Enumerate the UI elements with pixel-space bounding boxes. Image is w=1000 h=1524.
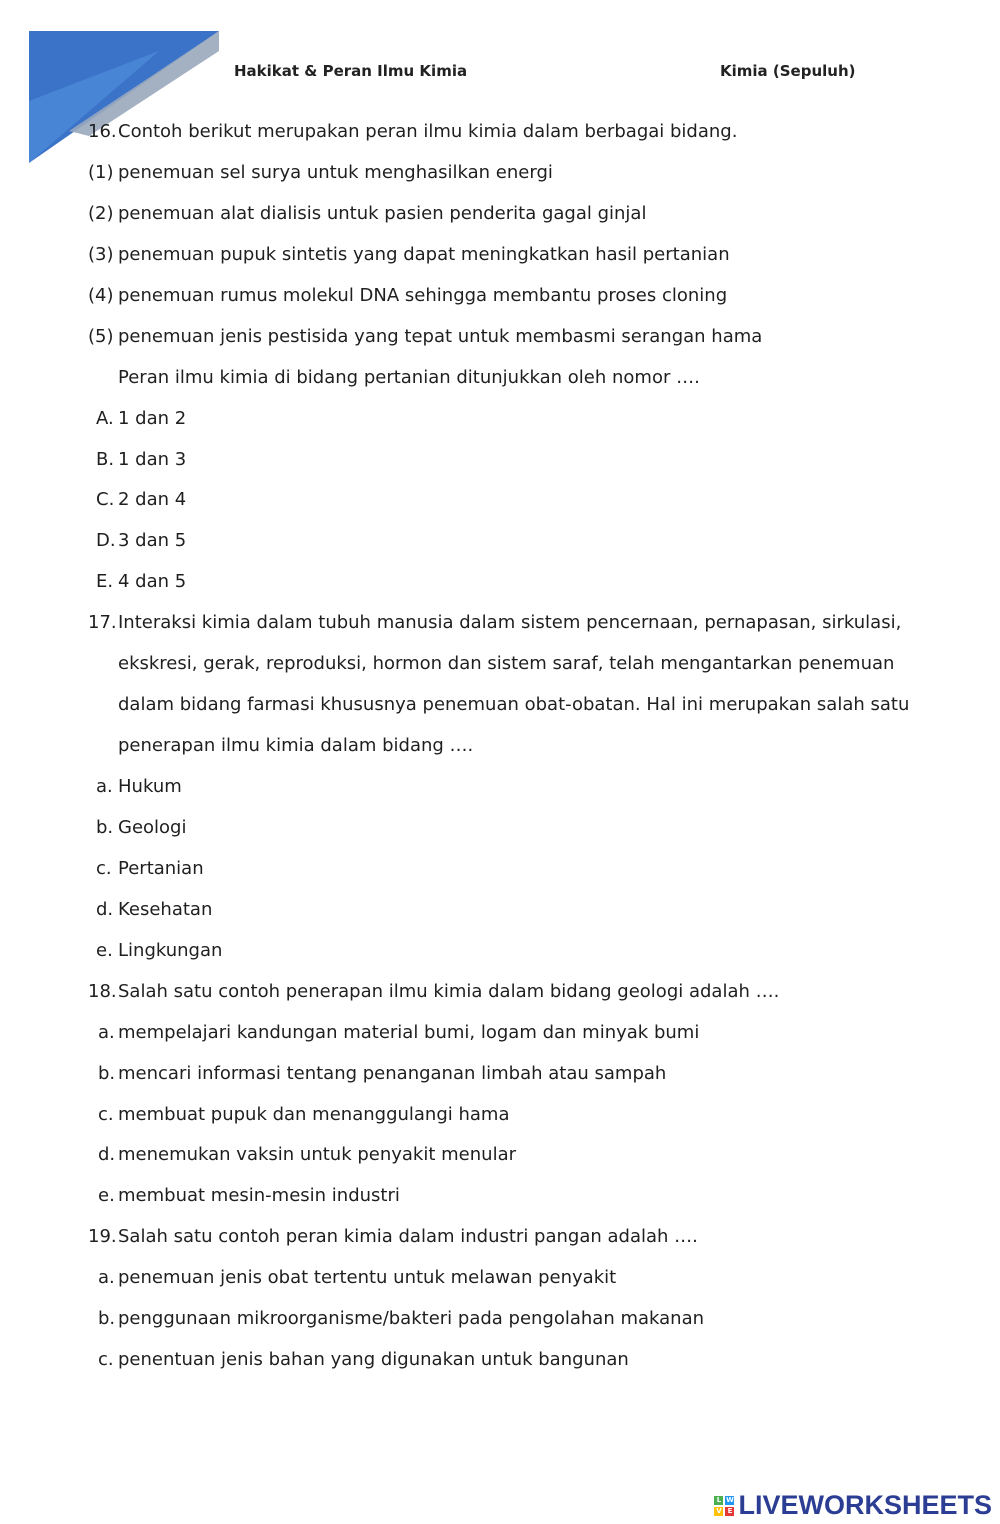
option-text: Geologi [118,817,187,838]
liveworksheets-logo[interactable] [714,1490,992,1521]
option-label: C. [96,489,115,510]
question-stem-line: ekskresi, gerak, reproduksi, hormon dan sistem saraf, telah mengantarkan penemuan [118,653,895,674]
option-label: b. [96,817,114,838]
question-stem: Salah satu contoh peran kimia dalam industri pangan adalah …. [118,1226,698,1247]
item-text: penemuan pupuk sintetis yang dapat meningkatkan hasil pertanian [118,244,730,265]
option-label: e. [96,940,113,961]
question-stem: Contoh berikut merupakan peran ilmu kimia dalam berbagai bidang. [118,121,738,142]
item-text: penemuan alat dialisis untuk pasien penderita gagal ginjal [118,203,647,224]
option-text: penemuan jenis obat tertentu untuk melawan penyakit [118,1267,617,1288]
option-text: Hukum [118,776,182,797]
logo-mark-icon [714,1496,734,1516]
item-text: penemuan sel surya untuk menghasilkan energi [118,162,553,183]
option-label: A. [96,408,114,429]
question-stem-line: penerapan ilmu kimia dalam bidang …. [118,735,474,756]
option-text: penentuan jenis bahan yang digunakan untuk bangunan [118,1349,629,1370]
option-text: membuat mesin-mesin industri [118,1185,400,1206]
option-label: c. [98,1104,114,1125]
option-text: mencari informasi tentang penanganan limbah atau sampah [118,1063,667,1084]
logo-text: LIVEWORKSHEETS [738,1490,992,1520]
item-label: (1) [88,162,114,183]
option-label: D. [96,530,116,551]
option-label: b. [98,1308,116,1329]
option-label: d. [96,899,114,920]
option-text: 4 dan 5 [118,571,187,592]
option-text: 2 dan 4 [118,489,187,510]
option-text: penggunaan mikroorganisme/bakteri pada pengolahan makanan [118,1308,705,1329]
question-number: 16. [88,121,117,142]
question-prompt: Peran ilmu kimia di bidang pertanian ditunjukkan oleh nomor …. [118,367,700,388]
option-label: c. [98,1349,114,1370]
option-label: a. [98,1022,115,1043]
option-label: d. [98,1144,116,1165]
option-label: c. [96,858,112,879]
option-label: B. [96,449,115,470]
option-label: b. [98,1063,116,1084]
question-number: 18. [88,981,117,1002]
option-text: Kesehatan [118,899,213,920]
option-text: mempelajari kandungan material bumi, logam dan minyak bumi [118,1022,700,1043]
option-text: Lingkungan [118,940,223,961]
header-corner-graphic [29,31,219,163]
item-label: (5) [88,326,114,347]
question-stem-line: Interaksi kimia dalam tubuh manusia dalam sistem pencernaan, pernapasan, sirkulasi, [118,612,902,633]
logo-mark-tile: W [726,1495,734,1504]
option-text: membuat pupuk dan menanggulangi hama [118,1104,510,1125]
option-label: a. [98,1267,115,1288]
option-text: 3 dan 5 [118,530,187,551]
option-text: 1 dan 2 [118,408,187,429]
item-text: penemuan jenis pestisida yang tepat untuk membasmi serangan hama [118,326,763,347]
item-label: (3) [88,244,114,265]
question-number: 19. [88,1226,117,1247]
option-text: Pertanian [118,858,204,879]
option-text: 1 dan 3 [118,449,187,470]
option-label: a. [96,776,113,797]
option-label: e. [98,1185,115,1206]
logo-mark-tile: L [714,1496,723,1505]
logo-mark-tile: E [725,1507,734,1516]
item-label: (2) [88,203,114,224]
logo-mark-tile: V [716,1506,722,1515]
question-stem-line: dalam bidang farmasi khususnya penemuan obat-obatan. Hal ini merupakan salah satu [118,694,910,715]
question-stem: Salah satu contoh penerapan ilmu kimia dalam bidang geologi adalah …. [118,981,780,1002]
header-subject-title: Kimia (Sepuluh) [720,62,856,80]
option-text: menemukan vaksin untuk penyakit menular [118,1144,516,1165]
question-number: 17. [88,612,117,633]
option-label: E. [96,571,114,592]
header-topic-title: Hakikat & Peran Ilmu Kimia [234,62,468,80]
item-label: (4) [88,285,114,306]
item-text: penemuan rumus molekul DNA sehingga membantu proses cloning [118,285,728,306]
